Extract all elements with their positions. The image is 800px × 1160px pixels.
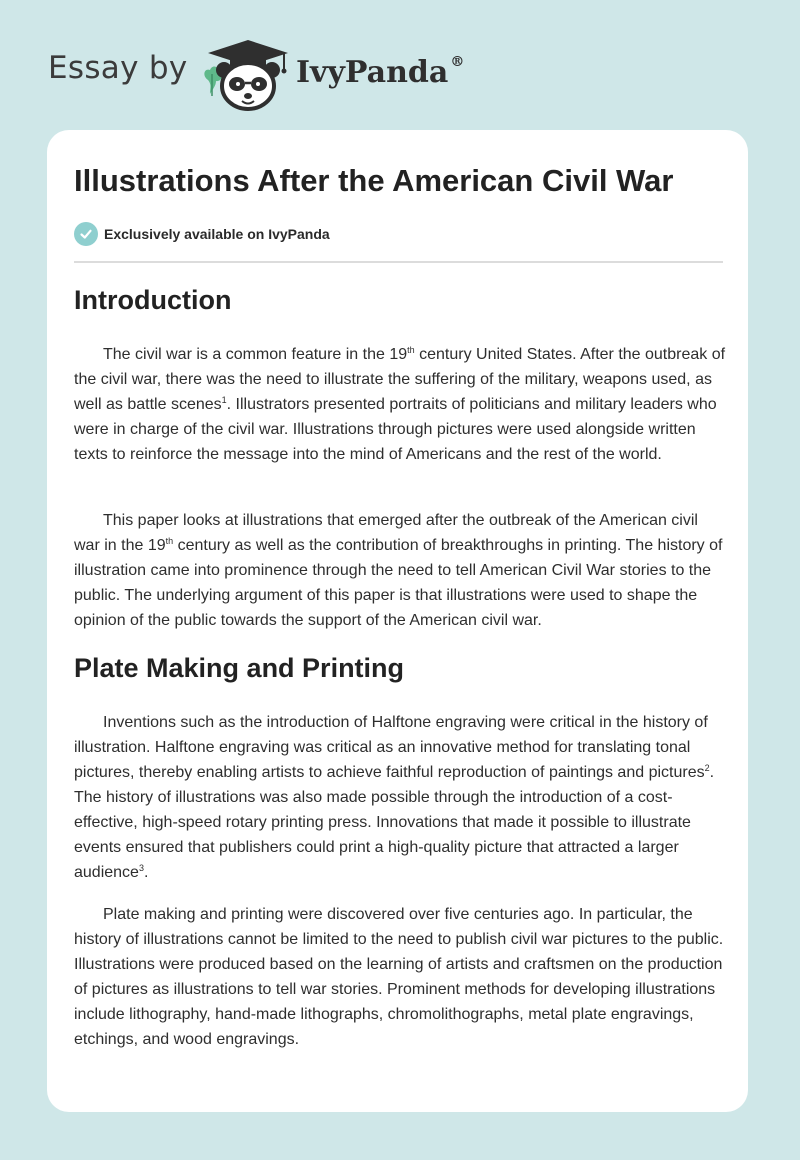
section-heading-introduction: Introduction (74, 285, 232, 315)
paragraph-text: century United States. After the outbreak of the civil war, there was the need to illustrate the suffering of the military, weapons used, as well as battle scenes (74, 346, 726, 413)
essay-card (47, 130, 748, 1112)
paragraph-text: The civil war is a common feature in the 19 (103, 346, 408, 363)
footnote-ref[interactable]: 1 (221, 395, 227, 405)
paragraph-text: . Illustrators presented portraits of politicians and military leaders who were in charge of the civil war. Illustrations through pictures were used alongside written texts to reinforce the message into the mind of Americans and the rest of the world. (74, 396, 717, 463)
check-icon (74, 222, 98, 246)
brand-text: IvyPanda (296, 55, 449, 90)
page-title: Illustrations After the American Civil War (74, 163, 674, 198)
divider (74, 261, 723, 263)
paragraph-text: Plate making and printing were discovered over five centuries ago. In particular, the history of illustrations cannot be limited to the need to publish civil war pictures to the public. Illustrations were produced based on the learning of artists and craftsmen on the production of pictures as illustrations to tell war stories. Prominent methods for developing illustrations include lithography, hand-made lithographs, chromolithographs, metal plate engravings, etchings, and wood engravings. (74, 906, 724, 1048)
superscript: th (407, 345, 415, 355)
brand-name[interactable] (296, 54, 464, 90)
badge-label: Exclusively available on IvyPanda (104, 226, 330, 242)
paragraph-text: . The history of illustrations was also made possible through the introduction of a cost-effective, high-speed rotary printing press. Innovations that made it possible to illustrate events ensured that publishers could print a high-quality picture that attracted a larger audience (74, 764, 715, 881)
paragraph (74, 902, 726, 1052)
paragraph-text: Inventions such as the introduction of Halftone engraving were critical in the history of illustration. Halftone engraving was critical as an innovative method for translating tonal pictures, thereby enabling artists to achieve faithful reproduction of paintings and pictures (74, 714, 708, 781)
footnote-ref[interactable]: 2 (704, 763, 710, 773)
paragraph (74, 342, 726, 467)
section-heading-plate-making: Plate Making and Printing (74, 653, 405, 683)
footnote-ref[interactable]: 3 (138, 863, 144, 873)
exclusive-badge (74, 221, 330, 247)
paragraph (74, 710, 726, 885)
paragraph (74, 508, 726, 633)
site-header (0, 0, 800, 130)
paragraph-text: century as well as the contribution of breakthroughs in printing. The history of illustration came into prominence through the need to tell American Civil War stories to the public. The underlying argument of this paper is that illustrations were used to shape the opinion of the public towards the support of the American civil war. (74, 537, 723, 629)
registered-mark: ® (450, 54, 465, 70)
paragraph-text: This paper looks at illustrations that emerged after the outbreak of the American civil war in the 19 (74, 512, 698, 554)
paragraph-text: . (143, 864, 149, 881)
ivypanda-logo-icon[interactable] (200, 36, 296, 112)
superscript: th (165, 536, 174, 546)
essay-by-label: Essay by (48, 50, 188, 86)
